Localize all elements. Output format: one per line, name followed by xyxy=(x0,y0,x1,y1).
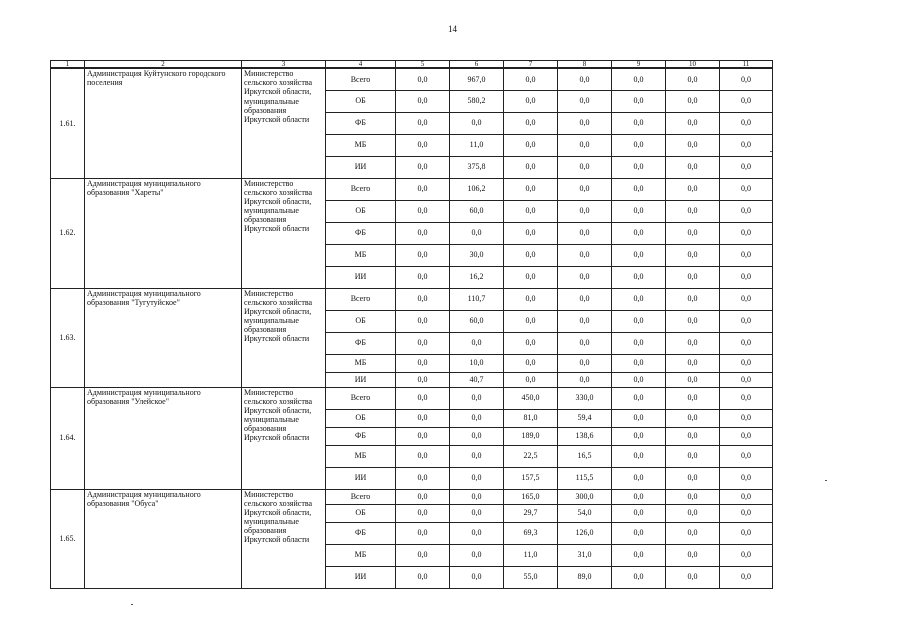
funding-source: ИИ xyxy=(326,566,396,588)
row-number: 1.64. xyxy=(51,387,85,489)
amount-cell: 0,0 xyxy=(720,372,773,387)
amount-cell: 0,0 xyxy=(612,467,666,489)
amount-cell: 0,0 xyxy=(450,332,504,354)
amount-cell: 0,0 xyxy=(720,332,773,354)
amount-cell: 0,0 xyxy=(666,244,720,266)
amount-cell: 0,0 xyxy=(666,156,720,178)
funding-source: ОБ xyxy=(326,504,396,522)
table-row xyxy=(51,68,773,90)
amount-cell: 0,0 xyxy=(612,222,666,244)
amount-cell: 0,0 xyxy=(666,387,720,409)
amount-cell: 0,0 xyxy=(450,222,504,244)
amount-cell: 0,0 xyxy=(720,266,773,288)
amount-cell: 0,0 xyxy=(558,200,612,222)
amount-cell: 0,0 xyxy=(558,266,612,288)
amount-cell: 0,0 xyxy=(612,427,666,445)
funding-source: ОБ xyxy=(326,310,396,332)
amount-cell: 0,0 xyxy=(396,504,450,522)
amount-cell: 0,0 xyxy=(396,200,450,222)
amount-cell: 165,0 xyxy=(504,489,558,504)
organization-name: Администрация муниципального образования "Улейское" xyxy=(85,387,242,489)
amount-cell: 0,0 xyxy=(612,266,666,288)
column-header: 6 xyxy=(450,61,504,69)
amount-cell: 0,0 xyxy=(612,354,666,372)
amount-cell: 0,0 xyxy=(396,445,450,467)
amount-cell: 0,0 xyxy=(666,467,720,489)
amount-cell: 81,0 xyxy=(504,409,558,427)
amount-cell: 0,0 xyxy=(396,467,450,489)
funding-source: Всего xyxy=(326,178,396,200)
amount-cell: 0,0 xyxy=(504,310,558,332)
amount-cell: 0,0 xyxy=(720,354,773,372)
amount-cell: 0,0 xyxy=(720,387,773,409)
amount-cell: 0,0 xyxy=(612,134,666,156)
amount-cell: 0,0 xyxy=(396,310,450,332)
amount-cell: 450,0 xyxy=(504,387,558,409)
amount-cell: 375,8 xyxy=(450,156,504,178)
amount-cell: 0,0 xyxy=(666,332,720,354)
amount-cell: 0,0 xyxy=(612,504,666,522)
amount-cell: 0,0 xyxy=(396,354,450,372)
amount-cell: 0,0 xyxy=(450,467,504,489)
amount-cell: 0,0 xyxy=(666,544,720,566)
amount-cell: 0,0 xyxy=(720,522,773,544)
funding-source: ОБ xyxy=(326,200,396,222)
amount-cell: 0,0 xyxy=(612,288,666,310)
amount-cell: 0,0 xyxy=(612,200,666,222)
amount-cell: 0,0 xyxy=(396,387,450,409)
amount-cell: 0,0 xyxy=(666,566,720,588)
amount-cell: 0,0 xyxy=(504,178,558,200)
amount-cell: 0,0 xyxy=(720,288,773,310)
amount-cell: 0,0 xyxy=(558,354,612,372)
amount-cell: 0,0 xyxy=(666,90,720,112)
amount-cell: 0,0 xyxy=(504,354,558,372)
funding-source: МБ xyxy=(326,354,396,372)
amount-cell: 0,0 xyxy=(396,522,450,544)
funding-source: Всего xyxy=(326,387,396,409)
amount-cell: 0,0 xyxy=(720,544,773,566)
amount-cell: 0,0 xyxy=(612,244,666,266)
amount-cell: 0,0 xyxy=(396,288,450,310)
amount-cell: 31,0 xyxy=(558,544,612,566)
amount-cell: 0,0 xyxy=(558,156,612,178)
amount-cell: 0,0 xyxy=(720,178,773,200)
funding-source: МБ xyxy=(326,445,396,467)
amount-cell: 0,0 xyxy=(612,156,666,178)
amount-cell: 0,0 xyxy=(666,409,720,427)
amount-cell: 0,0 xyxy=(396,178,450,200)
amount-cell: 0,0 xyxy=(450,522,504,544)
funding-source: ФБ xyxy=(326,222,396,244)
amount-cell: 0,0 xyxy=(558,134,612,156)
amount-cell: 59,4 xyxy=(558,409,612,427)
amount-cell: 0,0 xyxy=(666,372,720,387)
amount-cell: 0,0 xyxy=(720,310,773,332)
amount-cell: 55,0 xyxy=(504,566,558,588)
row-number: 1.62. xyxy=(51,178,85,288)
amount-cell: 0,0 xyxy=(504,332,558,354)
amount-cell: 0,0 xyxy=(504,222,558,244)
amount-cell: 0,0 xyxy=(612,387,666,409)
amount-cell: 0,0 xyxy=(666,112,720,134)
funding-source: ОБ xyxy=(326,409,396,427)
amount-cell: 0,0 xyxy=(504,156,558,178)
amount-cell: 0,0 xyxy=(558,222,612,244)
table-row xyxy=(51,288,773,310)
column-number-row xyxy=(51,61,773,69)
amount-cell: 0,0 xyxy=(558,244,612,266)
amount-cell: 0,0 xyxy=(720,566,773,588)
amount-cell: 0,0 xyxy=(612,409,666,427)
amount-cell: 0,0 xyxy=(396,266,450,288)
row-number: 1.65. xyxy=(51,489,85,588)
amount-cell: 0,0 xyxy=(720,244,773,266)
amount-cell: 0,0 xyxy=(612,178,666,200)
amount-cell: 0,0 xyxy=(396,427,450,445)
amount-cell: 115,5 xyxy=(558,467,612,489)
amount-cell: 0,0 xyxy=(450,566,504,588)
amount-cell: 0,0 xyxy=(612,332,666,354)
amount-cell: 0,0 xyxy=(720,222,773,244)
amount-cell: 0,0 xyxy=(666,310,720,332)
amount-cell: 22,5 xyxy=(504,445,558,467)
amount-cell: 0,0 xyxy=(450,387,504,409)
amount-cell: 0,0 xyxy=(666,522,720,544)
amount-cell: 0,0 xyxy=(504,134,558,156)
funding-source: ФБ xyxy=(326,332,396,354)
funding-source: ИИ xyxy=(326,372,396,387)
amount-cell: 0,0 xyxy=(558,112,612,134)
amount-cell: 0,0 xyxy=(720,445,773,467)
amount-cell: 0,0 xyxy=(720,467,773,489)
scan-speck xyxy=(825,480,827,481)
budget-table xyxy=(50,60,773,589)
column-header: 11 xyxy=(720,61,773,69)
funding-source: Всего xyxy=(326,68,396,90)
funding-source: ОБ xyxy=(326,90,396,112)
funding-source: МБ xyxy=(326,134,396,156)
amount-cell: 330,0 xyxy=(558,387,612,409)
amount-cell: 0,0 xyxy=(666,489,720,504)
amount-cell: 0,0 xyxy=(396,372,450,387)
amount-cell: 0,0 xyxy=(612,489,666,504)
amount-cell: 0,0 xyxy=(612,522,666,544)
amount-cell: 0,0 xyxy=(504,68,558,90)
amount-cell: 0,0 xyxy=(666,178,720,200)
amount-cell: 0,0 xyxy=(504,372,558,387)
amount-cell: 0,0 xyxy=(450,445,504,467)
amount-cell: 0,0 xyxy=(666,222,720,244)
amount-cell: 0,0 xyxy=(720,504,773,522)
amount-cell: 0,0 xyxy=(666,200,720,222)
amount-cell: 0,0 xyxy=(450,504,504,522)
amount-cell: 0,0 xyxy=(396,90,450,112)
amount-cell: 0,0 xyxy=(558,68,612,90)
amount-cell: 0,0 xyxy=(666,427,720,445)
scan-speck xyxy=(131,604,133,605)
amount-cell: 0,0 xyxy=(720,200,773,222)
amount-cell: 126,0 xyxy=(558,522,612,544)
amount-cell: 0,0 xyxy=(396,409,450,427)
amount-cell: 54,0 xyxy=(558,504,612,522)
amount-cell: 16,2 xyxy=(450,266,504,288)
amount-cell: 0,0 xyxy=(558,372,612,387)
funding-source: ФБ xyxy=(326,427,396,445)
amount-cell: 0,0 xyxy=(612,112,666,134)
amount-cell: 60,0 xyxy=(450,310,504,332)
amount-cell: 11,0 xyxy=(504,544,558,566)
amount-cell: 0,0 xyxy=(558,178,612,200)
row-number: 1.63. xyxy=(51,288,85,387)
amount-cell: 0,0 xyxy=(450,427,504,445)
amount-cell: 0,0 xyxy=(720,68,773,90)
column-header: 3 xyxy=(242,61,326,69)
funding-source: Всего xyxy=(326,489,396,504)
amount-cell: 0,0 xyxy=(666,266,720,288)
amount-cell: 0,0 xyxy=(666,504,720,522)
funding-source: Всего xyxy=(326,288,396,310)
table-row xyxy=(51,178,773,200)
amount-cell: 0,0 xyxy=(396,244,450,266)
amount-cell: 40,7 xyxy=(450,372,504,387)
amount-cell: 0,0 xyxy=(396,566,450,588)
amount-cell: 0,0 xyxy=(504,90,558,112)
column-header: 8 xyxy=(558,61,612,69)
responsible-executor: Министерство сельского хозяйства Иркутской области, муниципальные образования Иркутской области xyxy=(242,178,326,288)
table-row xyxy=(51,387,773,409)
amount-cell: 0,0 xyxy=(720,134,773,156)
amount-cell: 0,0 xyxy=(396,134,450,156)
amount-cell: 0,0 xyxy=(396,544,450,566)
amount-cell: 138,6 xyxy=(558,427,612,445)
amount-cell: 0,0 xyxy=(720,409,773,427)
amount-cell: 0,0 xyxy=(504,200,558,222)
amount-cell: 16,5 xyxy=(558,445,612,467)
amount-cell: 0,0 xyxy=(504,288,558,310)
column-header: 10 xyxy=(666,61,720,69)
column-header: 5 xyxy=(396,61,450,69)
amount-cell: 967,0 xyxy=(450,68,504,90)
column-header: 1 xyxy=(51,61,85,69)
amount-cell: 0,0 xyxy=(450,409,504,427)
amount-cell: 0,0 xyxy=(558,310,612,332)
amount-cell: 0,0 xyxy=(396,68,450,90)
amount-cell: 0,0 xyxy=(558,90,612,112)
amount-cell: 0,0 xyxy=(612,68,666,90)
funding-source: ФБ xyxy=(326,522,396,544)
amount-cell: 0,0 xyxy=(558,288,612,310)
table-row xyxy=(51,489,773,504)
amount-cell: 0,0 xyxy=(612,310,666,332)
amount-cell: 0,0 xyxy=(612,445,666,467)
amount-cell: 0,0 xyxy=(720,427,773,445)
amount-cell: 0,0 xyxy=(504,112,558,134)
amount-cell: 0,0 xyxy=(666,445,720,467)
amount-cell: 0,0 xyxy=(720,489,773,504)
funding-source: ФБ xyxy=(326,112,396,134)
amount-cell: 0,0 xyxy=(666,68,720,90)
amount-cell: 89,0 xyxy=(558,566,612,588)
amount-cell: 0,0 xyxy=(396,112,450,134)
amount-cell: 0,0 xyxy=(396,222,450,244)
amount-cell: 0,0 xyxy=(612,544,666,566)
responsible-executor: Министерство сельского хозяйства Иркутской области, муниципальные образования Иркутской области xyxy=(242,288,326,387)
amount-cell: 0,0 xyxy=(666,354,720,372)
organization-name: Администрация муниципального образования "Хареты" xyxy=(85,178,242,288)
column-header: 4 xyxy=(326,61,396,69)
column-header: 9 xyxy=(612,61,666,69)
amount-cell: 0,0 xyxy=(612,90,666,112)
column-header: 2 xyxy=(85,61,242,69)
amount-cell: 0,0 xyxy=(666,288,720,310)
amount-cell: 0,0 xyxy=(450,489,504,504)
amount-cell: 0,0 xyxy=(396,332,450,354)
amount-cell: 29,7 xyxy=(504,504,558,522)
amount-cell: 580,2 xyxy=(450,90,504,112)
amount-cell: 110,7 xyxy=(450,288,504,310)
amount-cell: 0,0 xyxy=(720,112,773,134)
amount-cell: 0,0 xyxy=(450,112,504,134)
organization-name: Администрация муниципального образования "Тугутуйское" xyxy=(85,288,242,387)
amount-cell: 0,0 xyxy=(720,90,773,112)
amount-cell: 157,5 xyxy=(504,467,558,489)
amount-cell: 189,0 xyxy=(504,427,558,445)
amount-cell: 0,0 xyxy=(504,266,558,288)
funding-source: МБ xyxy=(326,244,396,266)
responsible-executor: Министерство сельского хозяйства Иркутской области, муниципальные образования Иркутской области xyxy=(242,489,326,588)
funding-source: ИИ xyxy=(326,467,396,489)
amount-cell: 0,0 xyxy=(666,134,720,156)
amount-cell: 69,3 xyxy=(504,522,558,544)
column-header: 7 xyxy=(504,61,558,69)
row-number: 1.61. xyxy=(51,68,85,178)
organization-name: Администрация Куйтунского городского поселения xyxy=(85,68,242,178)
table-body xyxy=(51,68,773,588)
funding-source: МБ xyxy=(326,544,396,566)
amount-cell: 0,0 xyxy=(720,156,773,178)
amount-cell: 0,0 xyxy=(504,244,558,266)
amount-cell: 0,0 xyxy=(612,566,666,588)
funding-source: ИИ xyxy=(326,156,396,178)
amount-cell: 0,0 xyxy=(558,332,612,354)
amount-cell: 106,2 xyxy=(450,178,504,200)
amount-cell: 0,0 xyxy=(396,156,450,178)
amount-cell: 300,0 xyxy=(558,489,612,504)
amount-cell: 0,0 xyxy=(450,544,504,566)
amount-cell: 10,0 xyxy=(450,354,504,372)
organization-name: Администрация муниципального образования "Обуса" xyxy=(85,489,242,588)
amount-cell: 60,0 xyxy=(450,200,504,222)
amount-cell: 0,0 xyxy=(396,489,450,504)
amount-cell: 30,0 xyxy=(450,244,504,266)
page-number: 14 xyxy=(448,24,457,34)
responsible-executor: Министерство сельского хозяйства Иркутской области, муниципальные образования Иркутской области xyxy=(242,68,326,178)
amount-cell: 11,0 xyxy=(450,134,504,156)
amount-cell: 0,0 xyxy=(612,372,666,387)
funding-source: ИИ xyxy=(326,266,396,288)
responsible-executor: Министерство сельского хозяйства Иркутской области, муниципальные образования Иркутской области xyxy=(242,387,326,489)
scan-speck xyxy=(770,151,772,152)
